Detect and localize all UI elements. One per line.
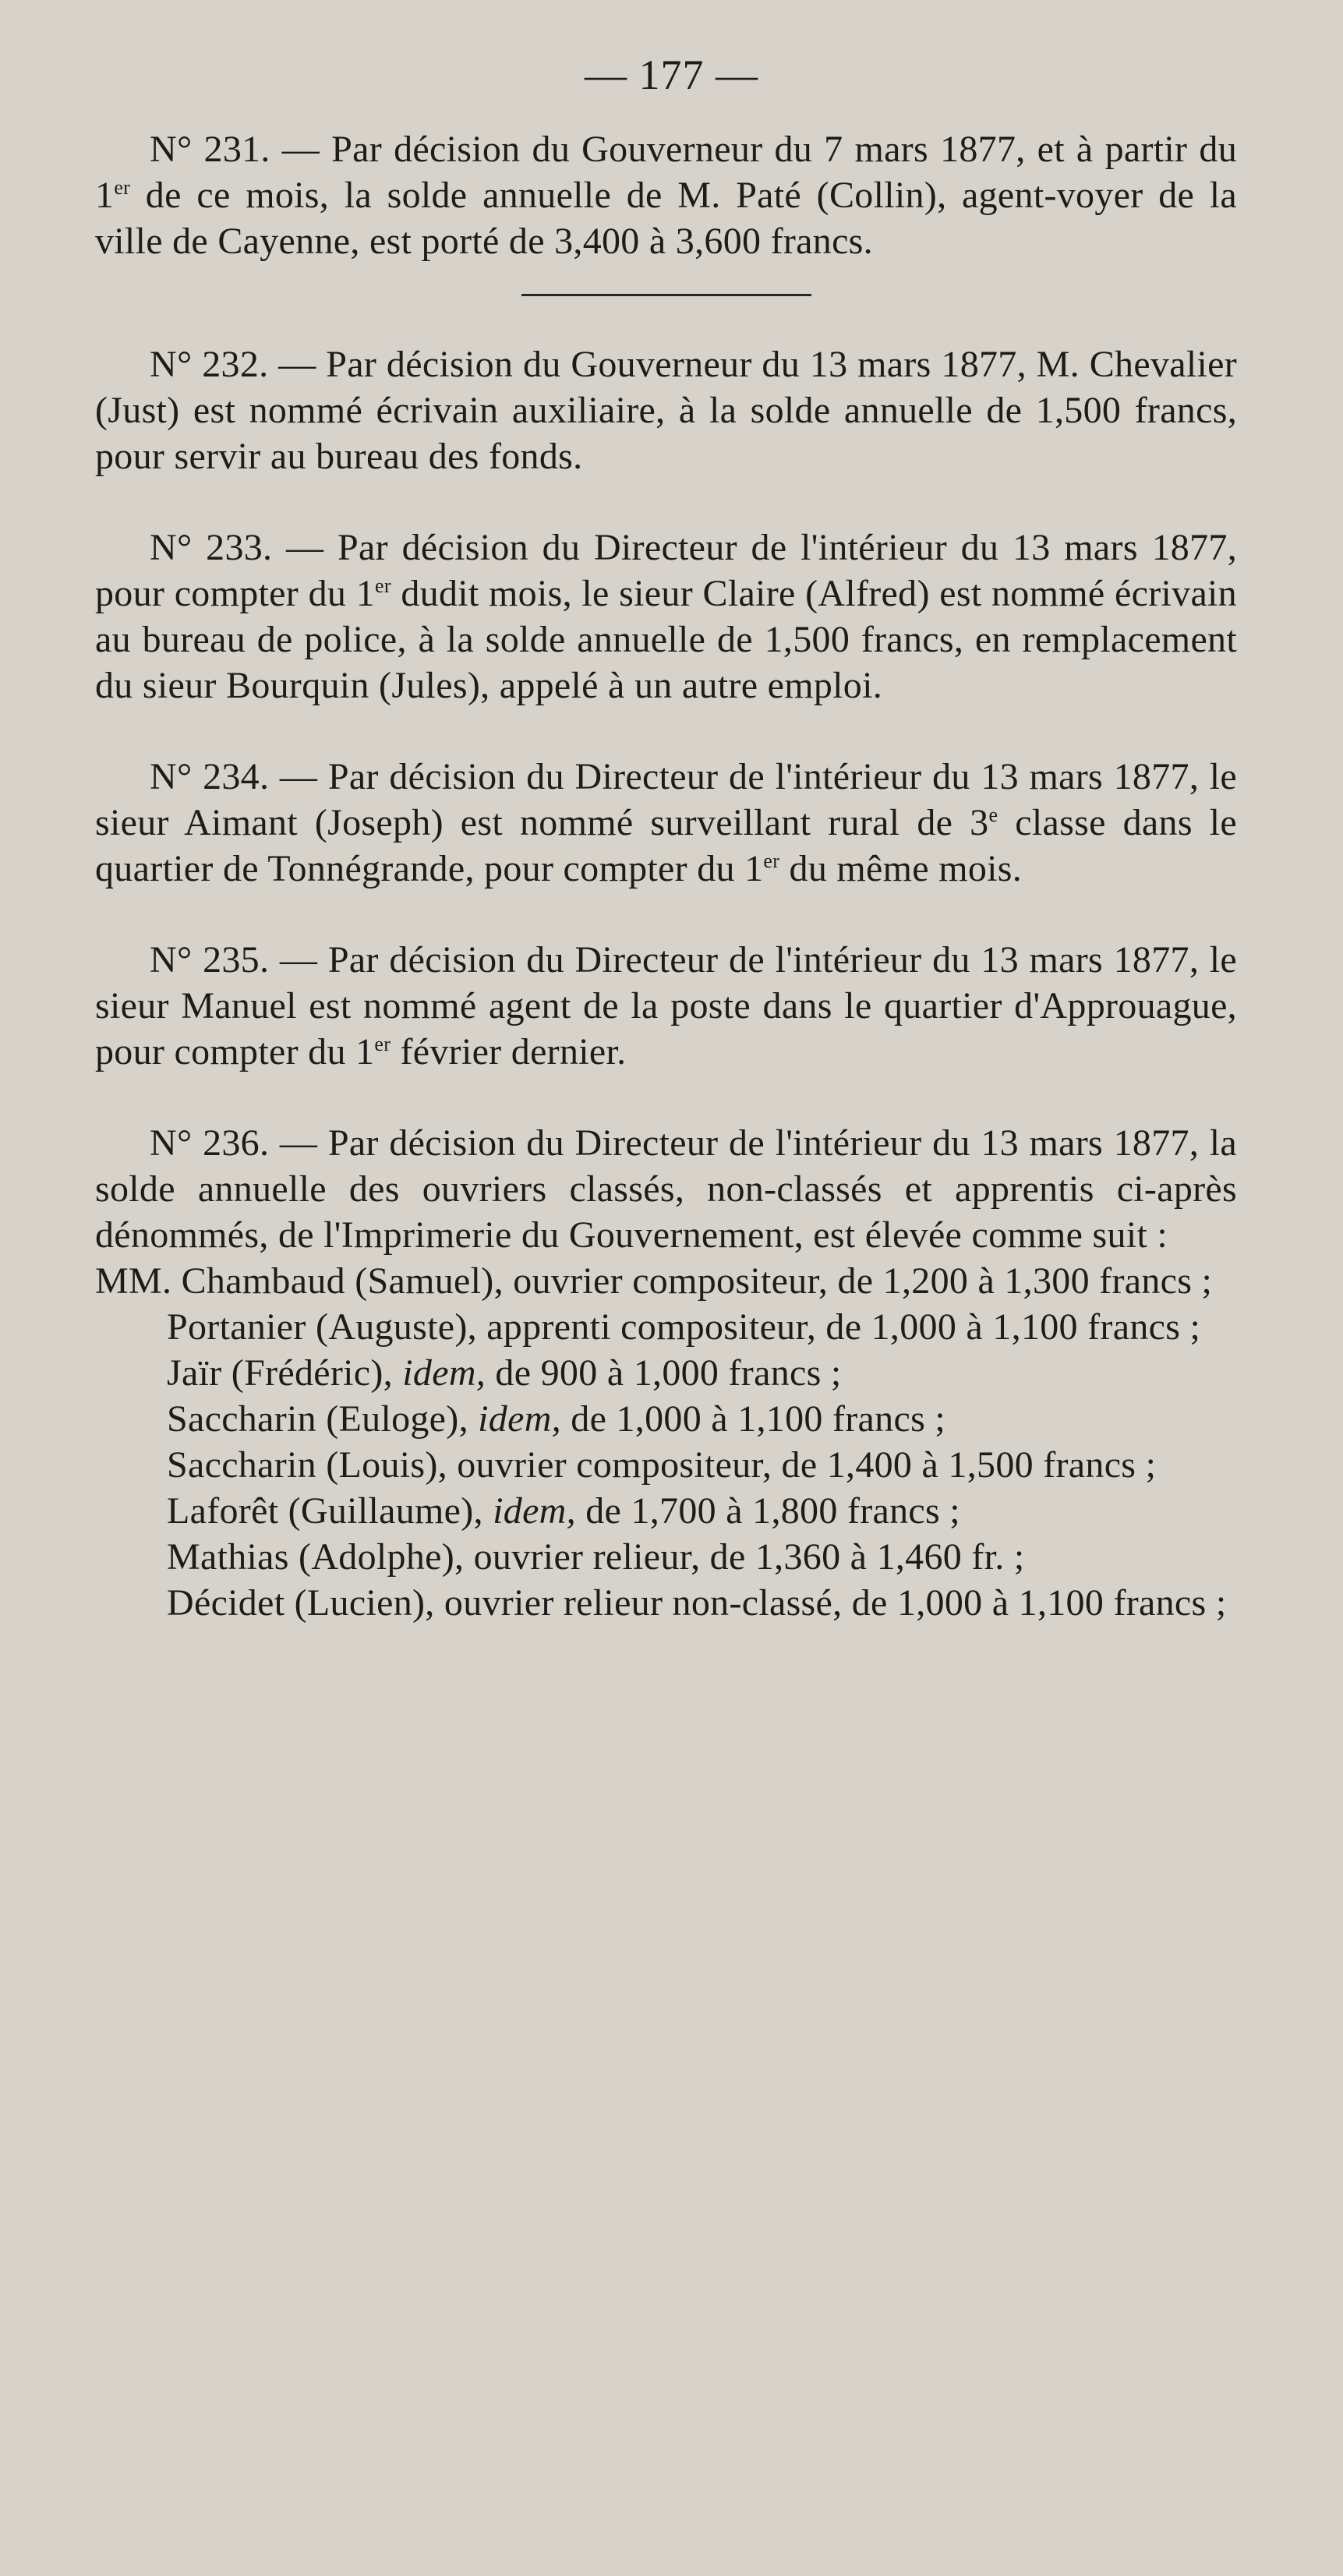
entry-number: N° 236. — <box>150 1122 318 1164</box>
separator-rule <box>521 294 811 296</box>
page-number: — 177 — <box>585 51 758 98</box>
list-item: Laforêt (Guillaume), idem, de 1,700 à 1,800 francs ; <box>167 1490 960 1532</box>
entry-number: N° 234. — <box>150 756 318 797</box>
page-body <box>95 126 1237 1626</box>
list-item: Portanier (Auguste), apprenti compositeur, de 1,000 à 1,100 francs ; <box>167 1306 1201 1348</box>
list-prefix: MM. <box>95 1260 172 1302</box>
list-item: Décidet (Lucien), ouvrier relieur non-classé, de 1,000 à 1,100 francs ; <box>167 1582 1227 1624</box>
entry-233: N° 233. — Par décision du Directeur de l'intérieur du 13 mars 1877, pour compter du 1er dudit mois, le sieur Claire (Alfred) est nommé écrivain au bureau de police, à la solde annuelle de 1,500 francs, en remplacement du sieur Bourquin (Jules), appelé à un autre emploi. <box>95 527 1237 706</box>
entry-number: N° 231. — <box>150 129 320 170</box>
entry-number: N° 232. — <box>150 344 316 385</box>
entry-232: N° 232. — Par décision du Gouverneur du 13 mars 1877, M. Chevalier (Just) est nommé écrivain auxiliaire, à la solde annuelle de 1,500 francs, pour servir au bureau des fonds. <box>95 344 1238 477</box>
list-item: Saccharin (Euloge), idem, de 1,000 à 1,100 francs ; <box>167 1398 945 1440</box>
list-item: Saccharin (Louis), ouvrier compositeur, de 1,400 à 1,500 francs ; <box>167 1444 1157 1486</box>
entry-number: N° 233. — <box>150 527 324 568</box>
list-item: MM. Chambaud (Samuel), ouvrier compositeur, de 1,200 à 1,300 francs ; <box>95 1260 1213 1302</box>
entry-234: N° 234. — Par décision du Directeur de l'intérieur du 13 mars 1877, le sieur Aimant (Joseph) est nommé surveillant rural de 3e classe dans le quartier de Tonnégrande, pour compter du 1er du même mois. <box>95 756 1238 889</box>
list-item: Mathias (Adolphe), ouvrier relieur, de 1,360 à 1,460 fr. ; <box>167 1536 1025 1578</box>
workers-list <box>95 1258 1237 1626</box>
entry-235: N° 235. — Par décision du Directeur de l'intérieur du 13 mars 1877, le sieur Manuel est nommé agent de la poste dans le quartier d'Approuague, pour compter du 1er février dernier. <box>95 939 1237 1072</box>
entry-236: N° 236. — Par décision du Directeur de l'intérieur du 13 mars 1877, la solde annuelle des ouvriers classés, non-classés et apprentis ci-après dénommés, de l'Imprimerie du Gouvernement, est élevée comme suit : <box>95 1122 1237 1256</box>
entry-231: N° 231. — Par décision du Gouverneur du 7 mars 1877, et à partir du 1er de ce mois, la solde annuelle de M. Paté (Collin), agent-voyer de la ville de Cayenne, est porté de 3,400 à 3,600 francs. <box>95 129 1237 262</box>
list-item: Jaïr (Frédéric), idem, de 900 à 1,000 francs ; <box>167 1352 842 1394</box>
entry-number: N° 235. — <box>150 939 318 981</box>
